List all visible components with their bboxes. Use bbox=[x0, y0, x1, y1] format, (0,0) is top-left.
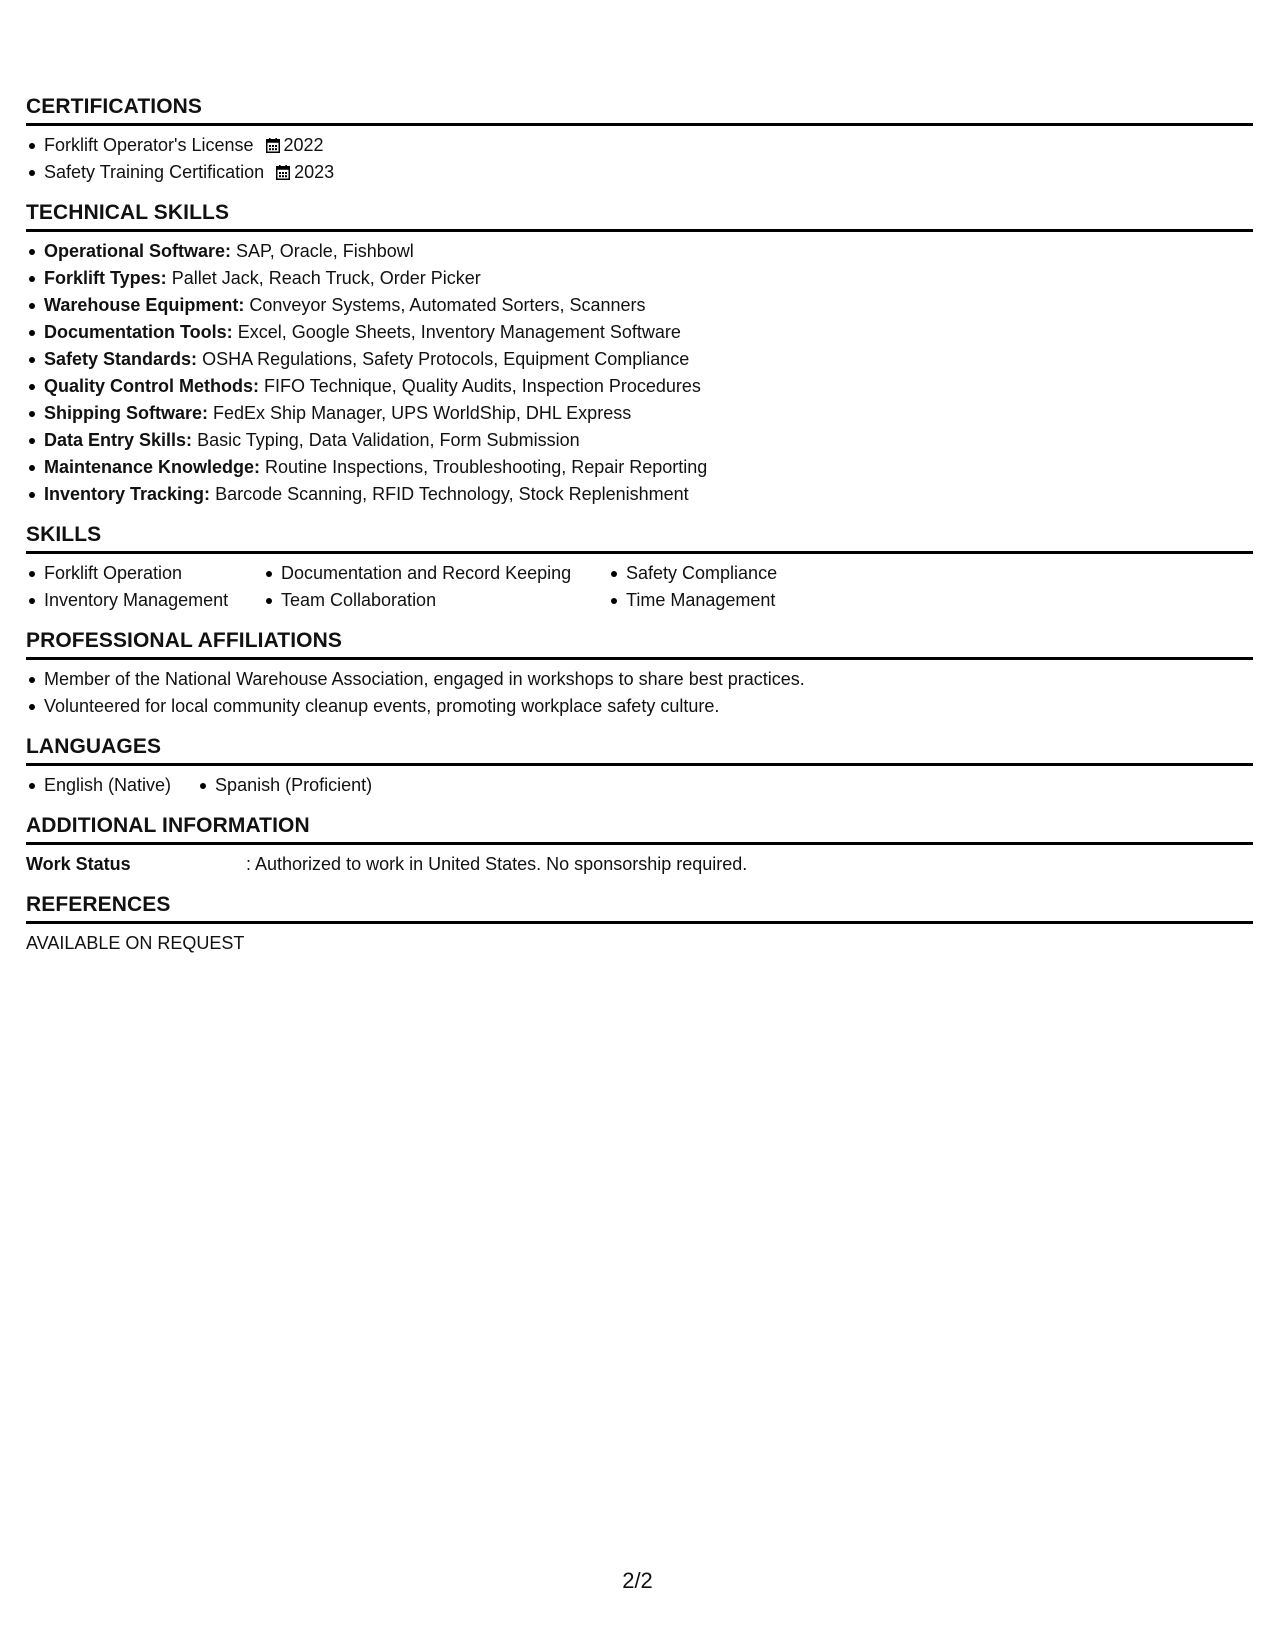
work-status-value: : Authorized to work in United States. No sponsorship required. bbox=[246, 854, 748, 874]
work-status-row bbox=[26, 851, 1253, 878]
skill-label: Warehouse Equipment: bbox=[44, 295, 245, 315]
page-number: 2/2 bbox=[622, 1568, 653, 1593]
certification-year: 2023 bbox=[294, 162, 335, 182]
references-text: AVAILABLE ON REQUEST bbox=[26, 933, 245, 953]
technical-skills-section bbox=[26, 200, 1253, 508]
calendar-icon bbox=[266, 138, 280, 153]
skill-label: Maintenance Knowledge: bbox=[44, 457, 261, 477]
section-title-skills: SKILLS bbox=[26, 523, 102, 546]
skill-label: Operational Software: bbox=[44, 241, 232, 261]
list-item bbox=[26, 265, 1253, 292]
skill-value: Pallet Jack, Reach Truck, Order Picker bbox=[171, 268, 481, 288]
list-item bbox=[26, 238, 1253, 265]
list-item bbox=[26, 159, 1253, 186]
section-title-references: REFERENCES bbox=[26, 893, 171, 916]
additional-info-section bbox=[26, 813, 1253, 878]
section-divider bbox=[26, 229, 1253, 232]
skill-value: OSHA Regulations, Safety Protocols, Equipment Compliance bbox=[202, 349, 690, 369]
languages-section bbox=[26, 734, 1253, 799]
list-item: Safety Compliance bbox=[608, 560, 908, 587]
list-item: Spanish (Proficient) bbox=[197, 772, 372, 799]
list-item: Forklift Operation bbox=[26, 560, 263, 587]
list-item bbox=[26, 346, 1253, 373]
skill-value: Routine Inspections, Troubleshooting, Repair Reporting bbox=[265, 457, 708, 477]
skills-column bbox=[608, 560, 908, 614]
skills-columns bbox=[26, 560, 1253, 614]
section-title-additional-info: ADDITIONAL INFORMATION bbox=[26, 814, 310, 837]
affiliations-list bbox=[26, 666, 1253, 720]
section-title-technical-skills: TECHNICAL SKILLS bbox=[26, 201, 230, 224]
list-item bbox=[26, 292, 1253, 319]
skills-column bbox=[26, 560, 263, 614]
section-title-languages: LANGUAGES bbox=[26, 735, 162, 758]
skill-label: Data Entry Skills: bbox=[44, 430, 193, 450]
section-divider bbox=[26, 551, 1253, 554]
skill-label: Forklift Types: bbox=[44, 268, 167, 288]
section-title-affiliations: PROFESSIONAL AFFILIATIONS bbox=[26, 629, 342, 652]
skill-label: Safety Standards: bbox=[44, 349, 198, 369]
certification-year: 2022 bbox=[283, 135, 324, 155]
list-item bbox=[26, 132, 1253, 159]
skill-label: Quality Control Methods: bbox=[44, 376, 259, 396]
section-divider bbox=[26, 842, 1253, 845]
list-item bbox=[26, 319, 1253, 346]
certifications-list bbox=[26, 132, 1253, 186]
resume-page bbox=[26, 94, 1253, 957]
section-divider bbox=[26, 657, 1253, 660]
list-item: Time Management bbox=[608, 587, 908, 614]
list-item: Member of the National Warehouse Association, engaged in workshops to share best practices. bbox=[26, 666, 1253, 693]
skill-value: Barcode Scanning, RFID Technology, Stock Replenishment bbox=[215, 484, 689, 504]
calendar-icon bbox=[276, 165, 290, 180]
technical-skills-list bbox=[26, 238, 1253, 508]
certifications-section bbox=[26, 94, 1253, 186]
affiliations-section bbox=[26, 628, 1253, 720]
section-divider bbox=[26, 123, 1253, 126]
languages-list bbox=[26, 772, 1253, 799]
skills-column bbox=[263, 560, 608, 614]
skill-label: Shipping Software: bbox=[44, 403, 208, 423]
skills-section bbox=[26, 522, 1253, 614]
section-title-certifications: CERTIFICATIONS bbox=[26, 95, 203, 118]
list-item bbox=[26, 454, 1253, 481]
certification-name: Forklift Operator's License bbox=[44, 135, 254, 155]
list-item bbox=[26, 373, 1253, 400]
list-item bbox=[26, 427, 1253, 454]
skill-value: FIFO Technique, Quality Audits, Inspection Procedures bbox=[264, 376, 701, 396]
list-item: Team Collaboration bbox=[263, 587, 608, 614]
skill-value: Excel, Google Sheets, Inventory Management Software bbox=[237, 322, 681, 342]
list-item bbox=[26, 481, 1253, 508]
list-item: Documentation and Record Keeping bbox=[263, 560, 608, 587]
skill-value: Basic Typing, Data Validation, Form Submission bbox=[197, 430, 580, 450]
section-divider bbox=[26, 763, 1253, 766]
list-item: English (Native) bbox=[26, 772, 171, 799]
certification-name: Safety Training Certification bbox=[44, 162, 265, 182]
section-divider bbox=[26, 921, 1253, 924]
list-item bbox=[26, 400, 1253, 427]
skill-value: FedEx Ship Manager, UPS WorldShip, DHL Express bbox=[213, 403, 632, 423]
list-item: Inventory Management bbox=[26, 587, 263, 614]
skill-label: Inventory Tracking: bbox=[44, 484, 211, 504]
work-status-label: Work Status bbox=[26, 854, 131, 874]
skill-value: SAP, Oracle, Fishbowl bbox=[236, 241, 414, 261]
skill-label: Documentation Tools: bbox=[44, 322, 233, 342]
references-section bbox=[26, 892, 1253, 957]
skill-value: Conveyor Systems, Automated Sorters, Scanners bbox=[249, 295, 646, 315]
list-item: Volunteered for local community cleanup events, promoting workplace safety culture. bbox=[26, 693, 1253, 720]
